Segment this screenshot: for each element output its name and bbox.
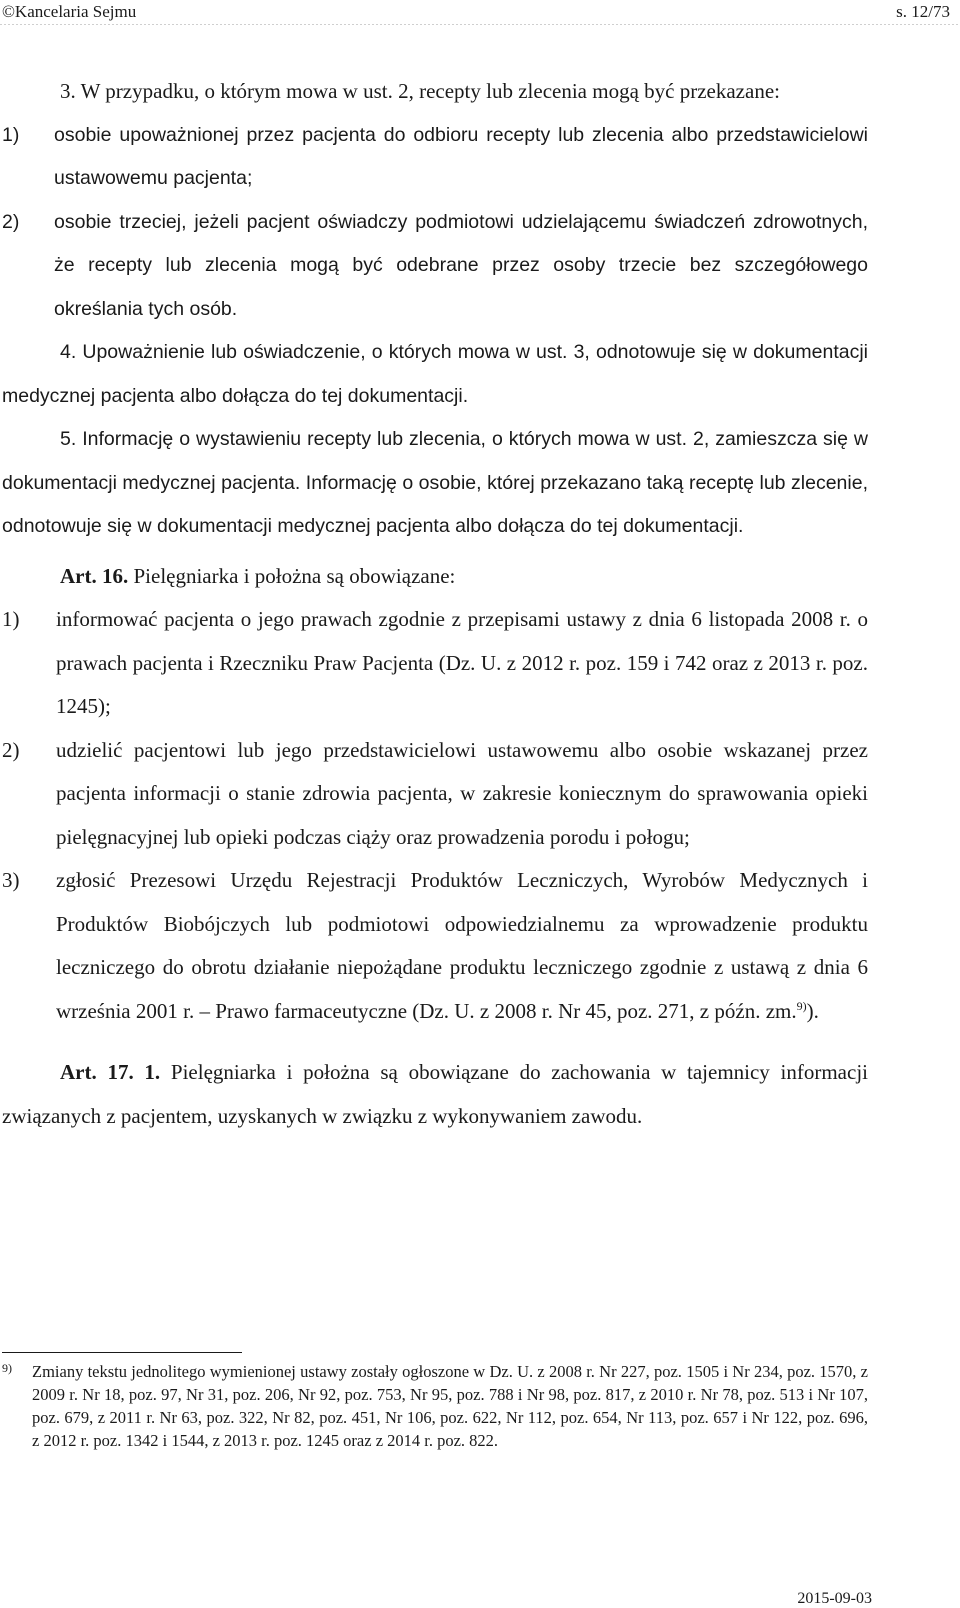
article-16-item-1 — [2, 598, 868, 729]
paragraph-4: 4. Upoważnienie lub oświadczenie, o których mowa w ust. 3, odnotowuje się w dokumentacji medycznej pacjenta albo dołącza do tej dokumentacji. — [2, 341, 868, 407]
publisher-label: ©Kancelaria Sejmu — [2, 2, 137, 21]
item-number: 2) — [2, 210, 20, 233]
footnotes — [2, 1360, 868, 1452]
item-text: zgłosić Prezesowi Urzędu Rejestracji Produktów Leczniczych, Wyrobów Medycznych i Produktów Biobójczych lub podmiotowi odpowiedzialnemu za wprowadzenie produktu leczniczego do obrotu działanie niepożądane produktu leczniczego zgodnie z ustawą z dnia 6 września 2001 r. – Prawo farmaceutyczne (Dz. U. z 2008 r. Nr 45, poz. 271, z późn. zm. — [56, 868, 868, 1023]
item-number: 1) — [2, 607, 20, 631]
item-text: udzielić pacjentowi lub jego przedstawicielowi ustawowemu albo osobie wskazanej przez pacjenta informacji o stanie zdrowia pacjenta, w zakresie koniecznym do sprawowania opieki pielęgnacyjnej lub opieki podczas ciąży oraz prowadzenia porodu i połogu; — [56, 737, 868, 849]
article-17-paragraph — [2, 1051, 868, 1138]
article-16-heading — [2, 555, 868, 599]
article-17-label: Art. 17. 1. — [60, 1060, 161, 1084]
item-number: 3) — [2, 868, 20, 892]
document-body — [2, 70, 868, 1138]
footnote-9 — [2, 1360, 868, 1452]
item-number: 1) — [2, 123, 20, 146]
item-text-wrap — [56, 859, 868, 1033]
header-divider — [0, 24, 960, 25]
page-number: s. 12/73 — [896, 2, 950, 21]
document-date: 2015-09-03 — [797, 1590, 872, 1607]
item-text: informować pacjenta o jego prawach zgodnie z przepisami ustawy z dnia 6 listopada 2008 r. o prawach pacjenta i Rzeczniku Praw Pacjenta (Dz. U. z 2012 r. poz. 159 i 742 oraz z 2013 r. poz. 1245); — [56, 607, 868, 718]
paragraph-3-intro: 3. W przypadku, o którym mowa w ust. 2, recepty lub zlecenia mogą być przekazane: — [60, 79, 780, 103]
paragraph-5: 5. Informację o wystawieniu recepty lub zlecenia, o których mowa w ust. 2, zamieszcza się w dokumentacji medycznej pacjenta. Informację o osobie, której przekazano taką receptę lub zlecenie, odnotowuje się w dokumentacji medycznej pacjenta albo dołącza do tej dokumentacji. — [2, 428, 868, 537]
page-header — [0, 0, 960, 24]
footnote-mark: 9) — [2, 1361, 12, 1375]
article-16-label: Art. 16. — [60, 563, 129, 588]
footnote-text: Zmiany tekstu jednolitego wymienionej ustawy zostały ogłoszone w Dz. U. z 2008 r. Nr 227, poz. 1505 i Nr 234, poz. 1570, z 2009 r. Nr 18, poz. 97, Nr 31, poz. 206, Nr 92, poz. 753, Nr 95, poz. 788 i Nr 98, poz. 817, z 2010 r. Nr 78, poz. 513 i Nr 107, poz. 679, z 2011 r. Nr 63, poz. 322, Nr 82, poz. 451, Nr 106, poz. 622, Nr 112, poz. 654, Nr 113, poz. 657 i Nr 122, poz. 696, z 2012 r. poz. 1342 i 1544, z 2013 r. poz. 1245 oraz z 2014 r. poz. 822. — [32, 1362, 868, 1450]
item-text: osobie upoważnionej przez pacjenta do odbioru recepty lub zlecenia albo przedstawicielowi ustawowemu pacjenta; — [54, 123, 868, 189]
paragraph-3-item-1 — [2, 114, 868, 201]
footnote-reference[interactable]: 9) — [796, 998, 807, 1013]
item-number: 2) — [2, 737, 20, 762]
article-17-text: Pielęgniarka i położna są obowiązane do zachowania w tajemnicy informacji związanych z pacjentem, uzyskanych w związku z wykonywaniem zawodu. — [2, 1060, 868, 1128]
article-16-item-2 — [2, 729, 868, 860]
item-text-tail: ). — [806, 998, 819, 1023]
paragraph-3-item-2 — [2, 201, 868, 332]
item-text: osobie trzeciej, jeżeli pacjent oświadczy podmiotowi udzielającemu świadczeń zdrowotnych, że recepty lub zlecenia mogą być odebrane przez osoby trzecie bez szczegółowego określania tych osób. — [54, 210, 868, 320]
article-16-intro: Pielęgniarka i położna są obowiązane: — [128, 563, 456, 588]
article-16-item-3 — [2, 859, 868, 1033]
footnote-divider — [2, 1352, 242, 1353]
